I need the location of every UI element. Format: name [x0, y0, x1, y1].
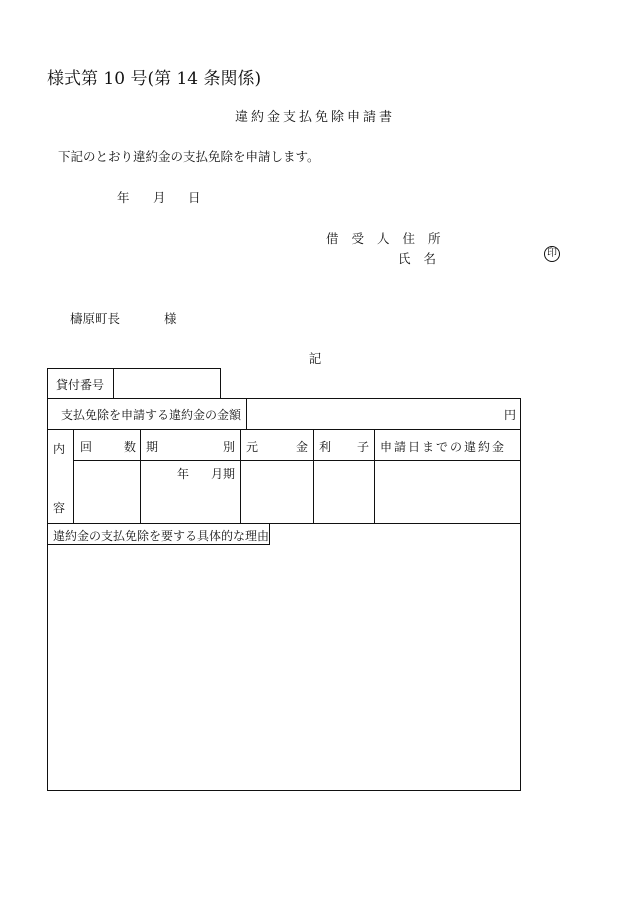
addressee-name: 檮原町長 [70, 311, 121, 326]
loan-number-label: 貸付番号 [56, 378, 105, 392]
col-interest-left: 利 [319, 440, 332, 454]
applicant-address-label: 借受人住所 [326, 231, 454, 246]
principal-field[interactable] [243, 463, 311, 521]
interest-field[interactable] [316, 463, 372, 521]
applicant-name-label: 氏名 [398, 251, 450, 266]
content-label-divider [73, 429, 74, 524]
seal-mark: 印 [544, 246, 560, 262]
col-divider-2 [240, 429, 241, 524]
date-day: 日 [188, 190, 201, 205]
yen-label: 円 [504, 408, 517, 422]
period-year-label: 年 [177, 467, 190, 481]
document-title: 違約金支払免除申請書 [234, 110, 395, 125]
col-period-right: 別 [223, 440, 236, 454]
reason-field[interactable] [50, 548, 518, 788]
penalty-field[interactable] [377, 463, 518, 521]
date-month: 月 [153, 190, 166, 205]
period-field[interactable] [143, 480, 238, 521]
col-divider-3 [313, 429, 314, 524]
date-year: 年 [117, 190, 130, 205]
form-number: 様式第 10 号(第 14 条関係) [47, 69, 262, 89]
col-period-left: 期 [146, 440, 159, 454]
amount-divider [246, 398, 247, 430]
intro-text: 下記のとおり違約金の支払免除を申請します。 [58, 149, 320, 164]
exemption-amount-field[interactable] [250, 401, 495, 427]
col-count-right: 数 [124, 440, 137, 454]
col-principal-right: 金 [296, 440, 309, 454]
col-divider-4 [374, 429, 375, 524]
reason-label: 違約金の支払免除を要する具体的な理由 [53, 529, 270, 543]
col-interest-right: 子 [357, 440, 370, 454]
col-divider-1 [140, 429, 141, 524]
addressee-honorific: 様 [164, 311, 177, 326]
content-label-bottom: 容 [53, 501, 66, 515]
loan-number-field[interactable] [118, 371, 216, 396]
content-label-top: 内 [53, 442, 66, 456]
col-count-left: 回 [80, 440, 93, 454]
row-divider-1 [47, 429, 521, 430]
ki-label: 記 [308, 351, 322, 366]
col-penalty-header: 申請日までの違約金 [380, 440, 507, 454]
loan-number-divider [113, 368, 114, 399]
count-field[interactable] [76, 463, 138, 521]
col-principal-left: 元 [246, 440, 259, 454]
period-month-label: 月期 [211, 467, 236, 481]
exemption-amount-label: 支払免除を申請する違約金の金額 [61, 408, 242, 422]
